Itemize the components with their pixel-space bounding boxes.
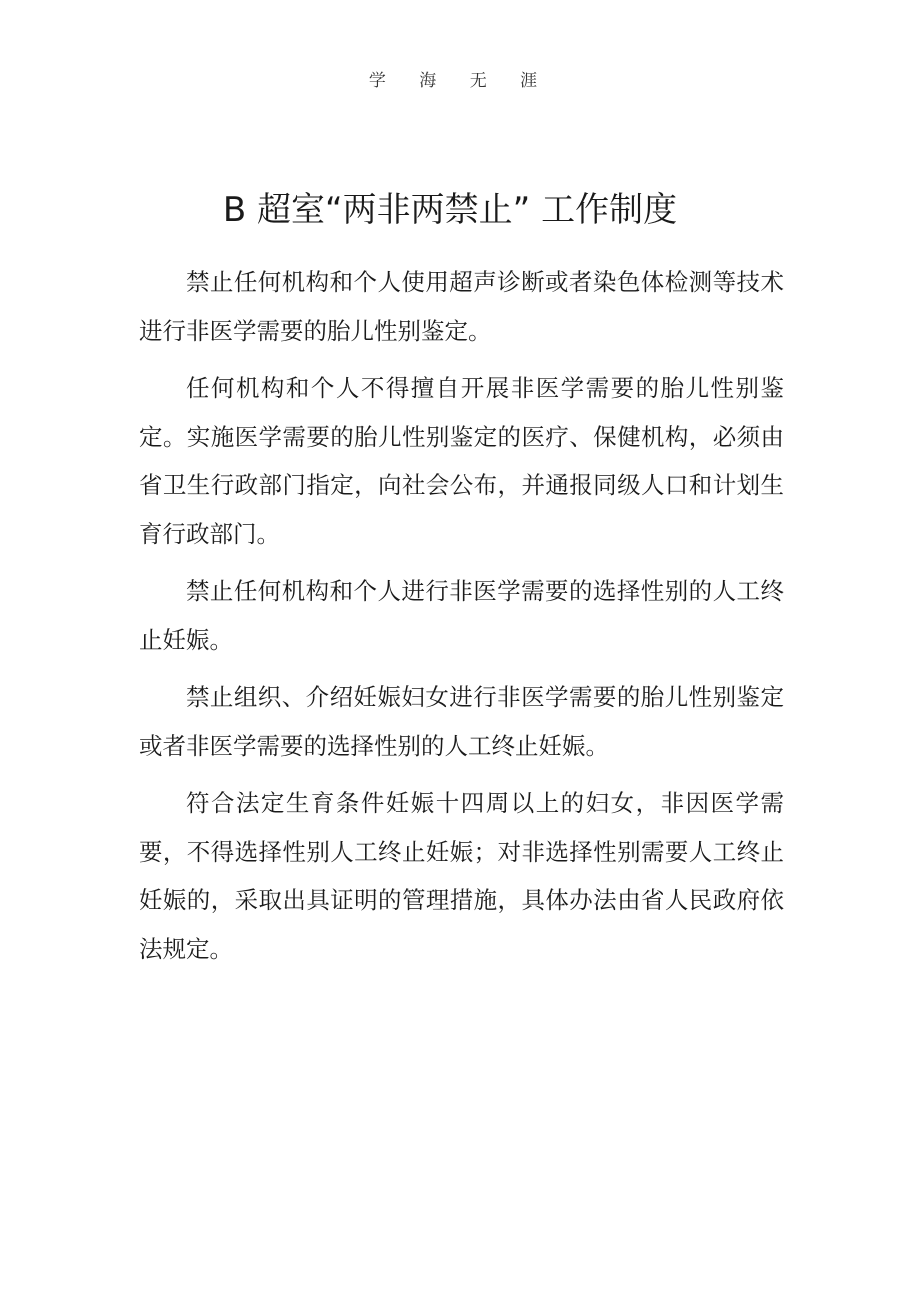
paragraph: 任何机构和个人不得擅自开展非医学需要的胎儿性别鉴定。实施医学需要的胎儿性别鉴定的医疗、保健机构，必须由省卫生行政部门指定，向社会公布，并通报同级人口和计划生育行政部门。	[139, 374, 784, 548]
document-body	[139, 258, 784, 982]
paragraph: 禁止任何机构和个人进行非医学需要的选择性别的人工终止妊娠。	[139, 577, 784, 654]
paragraph: 符合法定生育条件妊娠十四周以上的妇女，非因医学需要，不得选择性别人工终止妊娠；对非选择性别需要人工终止妊娠的，采取出具证明的管理措施，具体办法由省人民政府依法规定。	[139, 789, 784, 963]
document-title: B 超室“两非两禁止” 工作制度	[222, 190, 678, 230]
page-header: 学 海 无 涯	[368, 71, 552, 91]
paragraph: 禁止任何机构和个人使用超声诊断或者染色体检测等技术进行非医学需要的胎儿性别鉴定。	[139, 268, 784, 345]
paragraph: 禁止组织、介绍妊娠妇女进行非医学需要的胎儿性别鉴定或者非医学需要的选择性别的人工终止妊娠。	[139, 683, 784, 760]
